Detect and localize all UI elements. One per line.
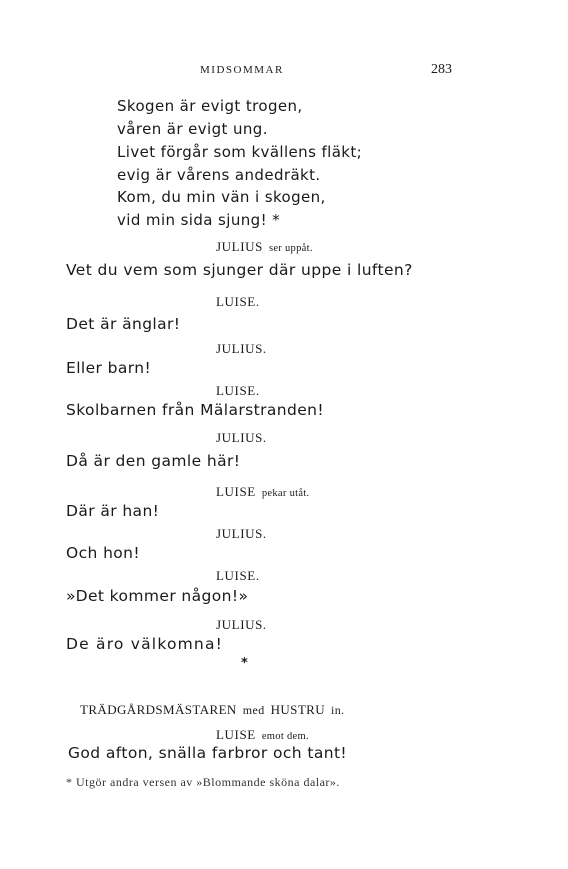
speaker-name: [216, 430, 267, 446]
speaker-label: JULIUS: [216, 239, 263, 254]
verse-line: våren är evigt ung.: [117, 120, 268, 138]
dialogue-line: Där är han!: [66, 502, 160, 520]
speaker-name: [216, 617, 267, 633]
speaker-label: JULIUS.: [216, 526, 267, 541]
speaker-name: [216, 294, 260, 310]
speaker-name: [216, 484, 309, 500]
running-title: MIDSOMMAR: [200, 64, 284, 76]
dialogue-line: Då är den gamle här!: [66, 452, 241, 470]
speaker-label: LUISE.: [216, 568, 260, 583]
stage-direction: emot dem.: [261, 731, 309, 742]
dialogue-line: De äro välkomna!: [66, 635, 224, 653]
dialogue-line: Och hon!: [66, 544, 141, 562]
speaker-name: [216, 727, 309, 743]
speaker-label: JULIUS.: [216, 617, 267, 632]
dialogue-line: Eller barn!: [66, 359, 152, 377]
dialogue-line: Skolbarnen från Mälarstranden!: [66, 401, 324, 419]
entrance-with: med: [242, 703, 265, 717]
stage-entrance: [80, 702, 351, 718]
speaker-name: [216, 341, 267, 357]
speaker-label: JULIUS.: [216, 430, 267, 445]
speaker-label: LUISE: [216, 484, 256, 499]
entrance-who: TRÄDGÅRDSMÄSTAREN: [80, 702, 237, 717]
speaker-label: JULIUS.: [216, 341, 267, 356]
dialogue-line: »Det kommer någon!»: [66, 587, 249, 605]
speaker-name: [216, 568, 260, 584]
speaker-label: LUISE.: [216, 294, 260, 309]
verse-line: Kom, du min vän i skogen,: [117, 188, 326, 206]
entrance-action: in.: [331, 703, 345, 717]
scene-break-asterisk: *: [241, 656, 248, 671]
speaker-name: [216, 383, 260, 399]
verse-line: Livet förgår som kvällens fläkt;: [117, 143, 363, 161]
speaker-label: LUISE: [216, 727, 256, 742]
dialogue-line: Det är änglar!: [66, 315, 181, 333]
dialogue-line: God afton, snälla farbror och tant!: [68, 744, 348, 762]
stage-direction: ser uppåt.: [268, 243, 313, 254]
verse-line: Skogen är evigt trogen,: [117, 97, 303, 115]
stage-direction: pekar utåt.: [261, 488, 310, 499]
verse-line: evig är vårens andedräkt.: [117, 166, 321, 184]
verse-line: vid min sida sjung! *: [117, 211, 281, 229]
page-number: 283: [431, 62, 452, 77]
entrance-whom: HUSTRU: [270, 702, 326, 717]
footnote: * Utgör andra versen av »Blommande sköna dalar».: [66, 775, 340, 789]
dialogue-line: Vet du vem som sjunger där uppe i luften?: [66, 261, 413, 279]
speaker-name: [216, 239, 313, 255]
speaker-label: LUISE.: [216, 383, 260, 398]
speaker-name: [216, 526, 267, 542]
